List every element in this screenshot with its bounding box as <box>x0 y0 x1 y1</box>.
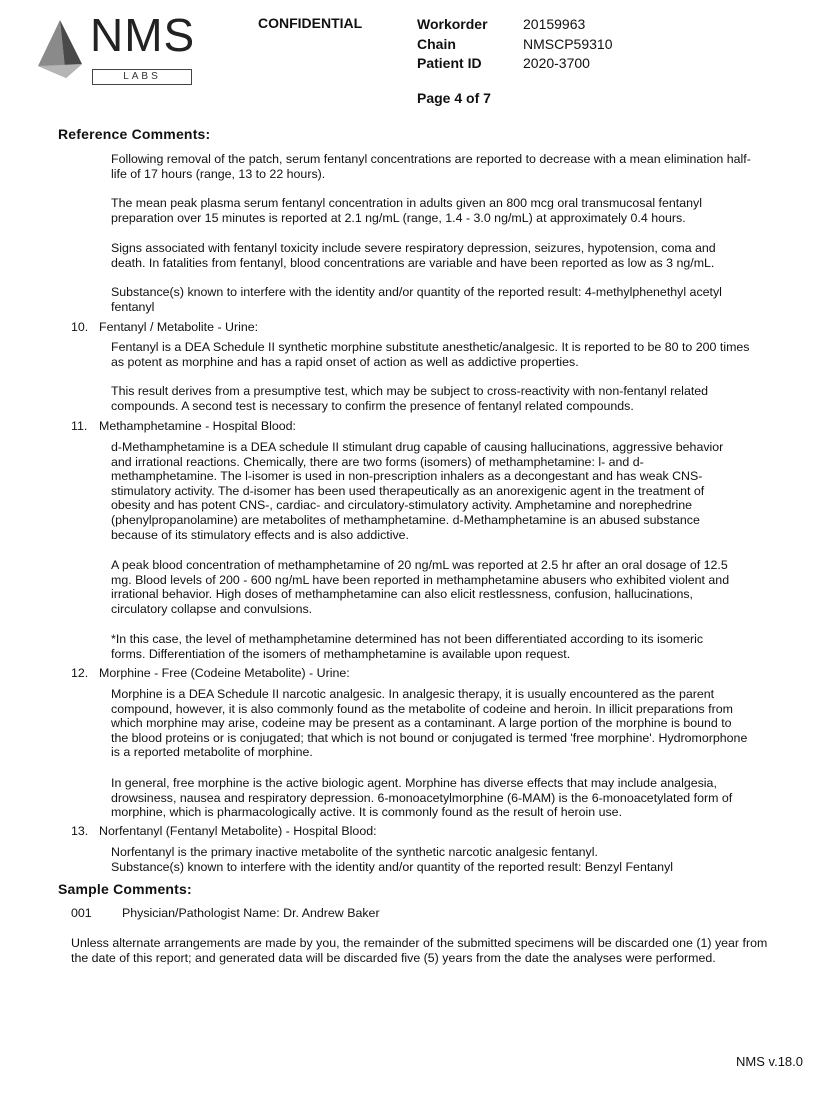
retention-notice: Unless alternate arrangements are made by you, the remainder of the submitted specimens will be discarded one (1) year from the date of this report; and generated data will be discarded five (5) years from the date the analyses were performed. <box>71 936 768 965</box>
item-heading <box>71 824 377 839</box>
logo-sub-box <box>92 69 192 85</box>
item-number: 10. <box>71 320 89 334</box>
item-paragraph: Norfentanyl is the primary inactive metabolite of the synthetic narcotic analgesic fentanyl. <box>111 845 598 859</box>
item-title: Morphine - Free (Codeine Metabolite) - Urine: <box>99 666 350 680</box>
item-paragraph: A peak blood concentration of methamphetamine of 20 ng/mL was reported at 2.5 hr after an oral dosage of 12.5 mg. Blood levels of 200 - 600 ng/mL have been reported in methamphetamine abusers who exhibited violent and irrational behavior. High doses of methamphetamine can also elicit restlessness, confusion, hallucinations, circulatory collapse and convulsions. <box>111 558 730 616</box>
item-number: 13. <box>71 824 89 838</box>
item-number: 11. <box>71 419 88 433</box>
confidential-label: CONFIDENTIAL <box>258 15 363 31</box>
reference-comments-title: Reference Comments: <box>58 126 211 142</box>
intro-paragraph: Substance(s) known to interfere with the identity and/or quantity of the reported result: 4-methylphenethyl acetyl fentanyl <box>111 285 722 314</box>
workorder-value: 20159963 <box>523 16 586 32</box>
item-paragraph: Fentanyl is a DEA Schedule II synthetic morphine substitute anesthetic/analgesic. It is reported to be 80 to 200 times as potent as morphine and has a rapid onset of action as well as addictive properties. <box>111 340 750 369</box>
chain-value: NMSCP59310 <box>523 35 613 52</box>
workorder-label: Workorder <box>417 16 488 32</box>
intro-paragraph: The mean peak plasma serum fentanyl concentration in adults given an 800 mcg oral transmucosal fentanyl preparation over 15 minutes is reported at 2.1 ng/mL (range, 1.4 - 3.0 ng/mL) at approximately 0.4 hours. <box>111 196 702 225</box>
chain-label: Chain <box>417 35 456 52</box>
header-values <box>523 15 613 74</box>
item-heading <box>71 419 296 434</box>
sample-comments-title: Sample Comments: <box>58 881 192 897</box>
pyramid-logo-icon <box>36 14 84 84</box>
patient-id-value: 2020-3700 <box>523 55 590 71</box>
page-number: Page 4 of 7 <box>417 90 491 106</box>
version-footer: NMS v.18.0 <box>736 1054 803 1069</box>
sample-code: 001 <box>71 906 92 920</box>
header-labels <box>417 15 488 74</box>
item-paragraph: d-Methamphetamine is a DEA schedule II stimulant drug capable of causing hallucinations, aggressive behavior and irrational reactions. Chemically, there are two forms (isomers) of methamphetamine: l- and d-methamphetamine. The l-isomer is used in non-prescription inhalers as a decongestant and has weak CNS-stimulatory activity. The d-isomer has been used therapeutically as an anorexigenic agent in the treatment of obesity and has potent CNS-, cardiac- and circulatory-stimulatory activity. Amphetamine and norephedrine (phenylpropanolamine) are metabolites of methamphetamine. d-Methamphetamine is an abused substance because of its stimulatory effects and is also addictive. <box>111 440 724 542</box>
item-paragraph: In general, free morphine is the active biologic agent. Morphine has diverse effects that may include analgesia, drowsiness, nausea and respiratory depression. 6-monoacetylmorphine (6-MAM) is the 6-monoacetylated form of morphine, which is pharmacologically active. It is commonly found as the result of heroin use. <box>111 776 733 820</box>
item-number: 12. <box>71 666 89 680</box>
item-paragraph: *In this case, the level of methamphetamine determined has not been differentiated according to its isomeric forms. Differentiation of the isomers of methamphetamine is available upon request. <box>111 632 704 661</box>
intro-paragraph: Signs associated with fentanyl toxicity include severe respiratory depression, seizures, hypotension, coma and death. In fatalities from fentanyl, blood concentrations are variable and have been reported as low as 3 ng/mL. <box>111 241 716 270</box>
item-title: Norfentanyl (Fentanyl Metabolite) - Hospital Blood: <box>99 824 377 838</box>
nms-labs-logo <box>36 9 196 88</box>
item-title: Fentanyl / Metabolite - Urine: <box>99 320 259 334</box>
patient-id-label: Patient ID <box>417 55 482 71</box>
physician-name: Physician/Pathologist Name: Dr. Andrew Baker <box>122 906 380 920</box>
item-heading <box>71 666 350 681</box>
intro-paragraph: Following removal of the patch, serum fentanyl concentrations are reported to decrease with a mean elimination half-life of 17 hours (range, 13 to 22 hours). <box>111 152 751 181</box>
item-paragraph: This result derives from a presumptive test, which may be subject to cross-reactivity with non-fentanyl related compounds. A second test is necessary to confirm the presence of fentanyl related compounds. <box>111 384 709 413</box>
logo-name: NMS <box>90 9 196 61</box>
item-paragraph: Morphine is a DEA Schedule II narcotic analgesic. In analgesic therapy, it is usually encountered as the parent compound, however, it is also commonly found as the metabolite of codeine and heroin. In illicit preparations from which morphine may arise, codeine may be present as a contaminant. A large portion of the morphine is bound to the blood proteins or is conjugated; that which is not bound or conjugated is termed 'free morphine'. Hydromorphone is a reported metabolite of morphine. <box>111 687 748 760</box>
item-paragraph: Substance(s) known to interfere with the identity and/or quantity of the reported result: Benzyl Fentanyl <box>111 860 674 874</box>
item-title: Methamphetamine - Hospital Blood: <box>99 419 296 433</box>
logo-sub: LABS <box>123 71 161 82</box>
item-heading <box>71 320 258 335</box>
